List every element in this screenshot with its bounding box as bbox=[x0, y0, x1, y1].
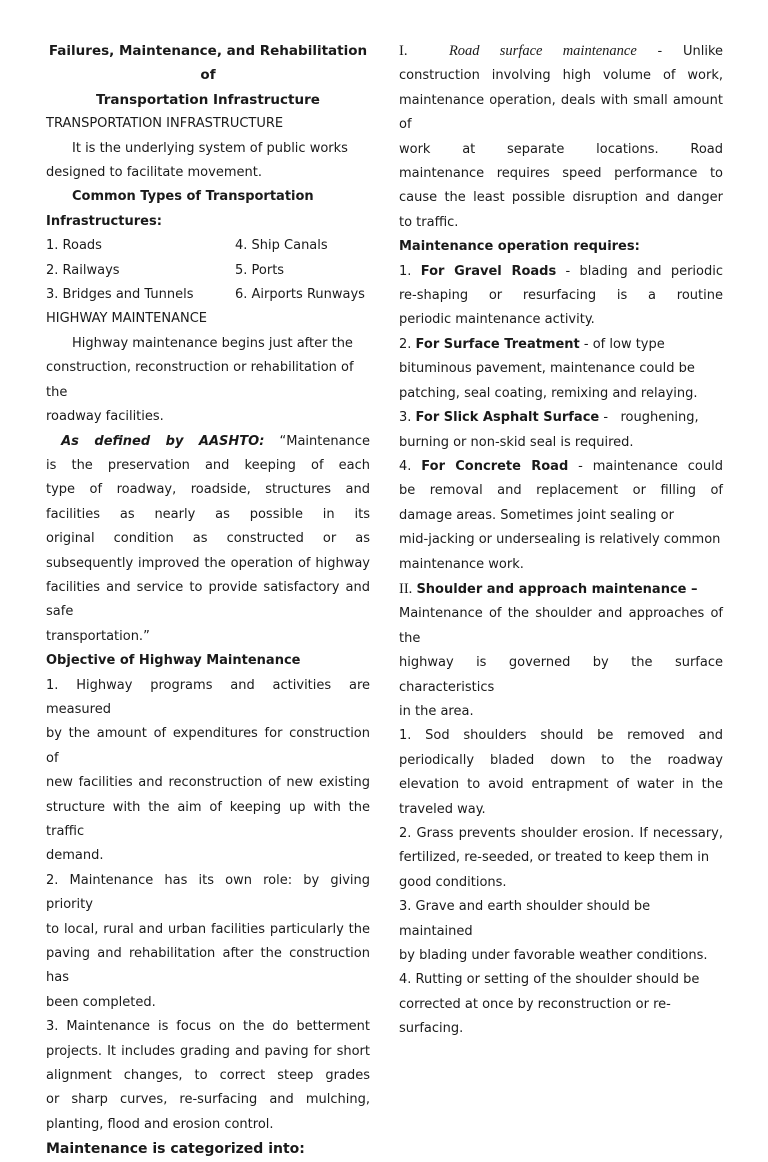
shoulder-line: highway is governed by the surface characteristics bbox=[399, 655, 723, 695]
objective-3-line: projects. It includes grading and paving for short bbox=[46, 1043, 370, 1059]
definition-line-1: It is the underlying system of public works bbox=[72, 140, 348, 156]
objective-1-line: 1. Highway programs and activities are measured bbox=[46, 677, 370, 717]
shoulder-item-2-line: fertilized, re-seeded, or treated to keep them in bbox=[399, 850, 710, 866]
hm-paragraph-line: roadway facilities. bbox=[46, 409, 164, 425]
aashto-quote-start: “Maintenance bbox=[279, 433, 370, 449]
shoulder-heading bbox=[399, 577, 723, 602]
shoulder-item-4-line: corrected at once by reconstruction or re-surfacing. bbox=[399, 996, 671, 1037]
objective-3-line: 3. Maintenance is focus on the do betterment bbox=[46, 1019, 370, 1035]
concrete-label: For Concrete Road bbox=[421, 458, 569, 474]
list-item: 2. Railways bbox=[46, 262, 120, 278]
hm-paragraph-line: Highway maintenance begins just after the bbox=[72, 335, 353, 351]
surface-label: For Surface Treatment bbox=[415, 336, 580, 352]
list-item: 4. Ship Canals bbox=[235, 238, 328, 254]
gravel-line: re-shaping or resurfacing is a routine bbox=[399, 288, 723, 304]
list-row bbox=[46, 259, 370, 283]
objective-3-line: planting, flood and erosion control. bbox=[46, 1116, 274, 1132]
road-surface-label: Road surface maintenance bbox=[448, 43, 637, 59]
shoulder-line: in the area. bbox=[399, 703, 474, 719]
road-surface-rest: - Unlike bbox=[636, 44, 724, 59]
objective-3-line: or sharp curves, re-surfacing and mulching, bbox=[46, 1092, 370, 1108]
objective-1-line: by the amount of expenditures for construction of bbox=[46, 726, 370, 766]
hm-paragraph-line: construction, reconstruction or rehabilitation of the bbox=[46, 360, 354, 400]
item-number: 4. bbox=[399, 458, 412, 474]
item-number: 3. bbox=[399, 410, 412, 426]
aashto-line: type of roadway, roadside, structures and bbox=[46, 482, 370, 498]
concrete-line: mid-jacking or undersealing is relatively common bbox=[399, 532, 721, 548]
heading-highway-maintenance: HIGHWAY MAINTENANCE bbox=[46, 311, 208, 327]
aashto-line: original condition as constructed or as bbox=[46, 531, 370, 547]
categorized-heading: Maintenance is categorized into: bbox=[46, 1141, 305, 1158]
item-number: 2. bbox=[399, 336, 412, 352]
aashto-line: subsequently improved the operation of highway bbox=[46, 555, 370, 571]
road-surface-line: cause the least possible disruption and danger bbox=[399, 190, 723, 206]
heading-transportation-infrastructure: TRANSPORTATION INFRASTRUCTURE bbox=[46, 116, 284, 132]
shoulder-item-1-line: 1. Sod shoulders should be removed and bbox=[399, 728, 723, 744]
roman-numeral: I. bbox=[399, 43, 408, 59]
infrastructure-types-list bbox=[46, 234, 370, 307]
objective-2-line: been completed. bbox=[46, 994, 156, 1010]
shoulder-item-4-line: 4. Rutting or setting of the shoulder should be bbox=[399, 972, 700, 988]
surface-line-1 bbox=[399, 333, 723, 357]
aashto-line: facilities and service to provide satisfactory and safe bbox=[46, 579, 370, 620]
concrete-line-1 bbox=[399, 455, 723, 479]
concrete-line: be removal and replacement or filling of bbox=[399, 483, 723, 499]
slick-line: burning or non-skid seal is required. bbox=[399, 434, 634, 450]
slick-label: For Slick Asphalt Surface bbox=[415, 410, 600, 426]
road-surface-line-1 bbox=[399, 39, 723, 64]
left-column bbox=[46, 39, 370, 1162]
aashto-line: transportation.” bbox=[46, 628, 150, 644]
common-types-heading-2: Infrastructures: bbox=[46, 213, 162, 229]
objective-2-line: to local, rural and urban facilities particularly the bbox=[46, 921, 370, 937]
gravel-rest: - blading and periodic bbox=[556, 263, 723, 279]
road-surface-line: work at separate locations. Road bbox=[399, 141, 723, 157]
shoulder-line: Maintenance of the shoulder and approaches of the bbox=[399, 606, 723, 646]
list-item: 5. Ports bbox=[235, 262, 285, 278]
list-item: 1. Roads bbox=[46, 238, 102, 254]
road-surface-line: maintenance operation, deals with small amount of bbox=[399, 92, 723, 133]
objective-heading: Objective of Highway Maintenance bbox=[46, 653, 301, 669]
list-item: 6. Airports Runways bbox=[235, 287, 365, 303]
concrete-line: damage areas. Sometimes joint sealing or bbox=[399, 507, 674, 523]
objective-1-line: structure with the aim of keeping up with the traffic bbox=[46, 799, 370, 839]
gravel-label: For Gravel Roads bbox=[420, 263, 557, 279]
shoulder-item-1-line: periodically bladed down to the roadway bbox=[399, 752, 723, 768]
item-number: 1. bbox=[399, 263, 412, 279]
concrete-line: maintenance work. bbox=[399, 556, 524, 572]
requires-heading: Maintenance operation requires: bbox=[399, 239, 640, 255]
gravel-line: periodic maintenance activity. bbox=[399, 312, 595, 328]
shoulder-item-1-line: elevation to avoid entrapment of water in the bbox=[399, 777, 723, 793]
road-surface-line: maintenance requires speed performance to bbox=[399, 166, 723, 182]
list-row bbox=[46, 283, 370, 307]
aashto-line: is the preservation and keeping of each bbox=[46, 457, 370, 473]
road-surface-line: to traffic. bbox=[399, 214, 459, 230]
surface-line: bituminous pavement, maintenance could be bbox=[399, 361, 695, 377]
road-surface-line: construction involving high volume of work, bbox=[399, 68, 723, 84]
aashto-label: As defined by AASHTO: bbox=[61, 433, 265, 449]
concrete-rest: - maintenance could bbox=[568, 458, 723, 474]
slick-line-1 bbox=[399, 406, 723, 430]
objective-1-line: demand. bbox=[46, 848, 104, 864]
shoulder-item-2-line: 2. Grass prevents shoulder erosion. If necessary, bbox=[399, 826, 723, 841]
shoulder-item-3-line: by blading under favorable weather conditions. bbox=[399, 948, 708, 964]
list-row bbox=[46, 234, 370, 258]
aashto-line: facilities as nearly as possible in its bbox=[46, 506, 370, 522]
objective-1-line: new facilities and reconstruction of new existing bbox=[46, 775, 370, 791]
doc-title-line-1: Failures, Maintenance, and Rehabilitation of bbox=[48, 43, 368, 84]
shoulder-item-1-line: traveled way. bbox=[399, 801, 486, 817]
objective-2-line: 2. Maintenance has its own role: by giving priority bbox=[46, 872, 370, 913]
shoulder-item-3-line: 3. Grave and earth shoulder should be maintained bbox=[399, 899, 651, 939]
slick-rest: - roughening, bbox=[599, 410, 699, 426]
objective-3-line: alignment changes, to correct steep grades bbox=[46, 1068, 370, 1084]
gravel-line-1 bbox=[399, 260, 723, 284]
objective-2-line: paving and rehabilitation after the construction has bbox=[46, 946, 370, 986]
common-types-heading-1: Common Types of Transportation bbox=[72, 189, 314, 205]
aashto-line-1 bbox=[46, 430, 370, 454]
shoulder-label: Shoulder and approach maintenance – bbox=[416, 581, 698, 597]
surface-rest: - of low type bbox=[579, 336, 665, 352]
right-column bbox=[399, 39, 723, 1042]
list-item: 3. Bridges and Tunnels bbox=[46, 287, 194, 303]
doc-title-line-2: Transportation Infrastructure bbox=[96, 91, 320, 108]
surface-line: patching, seal coating, remixing and relaying. bbox=[399, 385, 698, 401]
definition-line-2: designed to facilitate movement. bbox=[46, 165, 262, 181]
shoulder-item-2-line: good conditions. bbox=[399, 874, 507, 890]
roman-numeral: II. bbox=[399, 580, 413, 597]
